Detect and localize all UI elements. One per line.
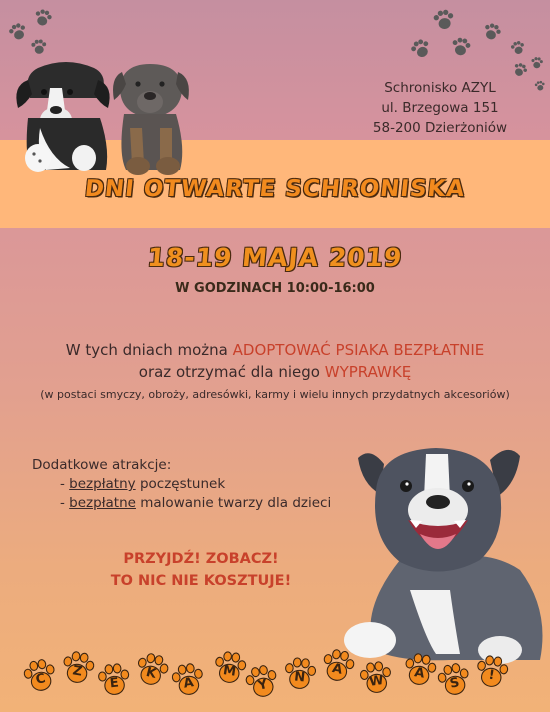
info-line-2-highlight: WYPRAWKĘ — [324, 363, 412, 381]
info-line-1-highlight: ADOPTOWAĆ PSIAKA BEZPŁATNIE — [232, 341, 485, 359]
paw-icon — [448, 34, 473, 59]
extras-item-text: malowanie twarzy dla dzieci — [135, 495, 332, 511]
extras-item-text: poczęstunek — [135, 476, 226, 492]
paw-icon — [5, 19, 31, 45]
call-to-action — [96, 548, 306, 592]
extras-item-free: bezpłatne — [69, 495, 136, 511]
cta-line-2: TO NIC NIE KOSZTUJE! — [110, 573, 292, 589]
page-title: DNI OTWARTE SCHRONISKA — [83, 176, 467, 202]
footer-paw-letter — [57, 647, 99, 689]
info-line-1-text: W tych dniach można — [65, 341, 233, 359]
cta-line-1: PRZYJDŹ! ZOBACZ! — [123, 551, 279, 567]
footer-paw-letter — [94, 660, 134, 700]
footer-letter: A — [413, 665, 426, 682]
footer-letter: N — [293, 669, 306, 686]
footer-letter: E — [109, 675, 120, 692]
footer-paw-letter — [280, 654, 320, 694]
footer-letter: M — [222, 663, 237, 680]
footer-letter: ! — [487, 667, 496, 684]
footer-paw-letter — [317, 645, 360, 688]
footer-letter: A — [330, 661, 344, 678]
footer-paw-letter — [167, 659, 209, 701]
footer-paw-letter — [472, 652, 513, 693]
address-street: ul. Brzegowa 151 — [381, 100, 499, 116]
address-city: 58-200 Dzierżoniów — [372, 120, 508, 136]
shelter-address — [340, 78, 540, 138]
extras-item-snack — [32, 475, 331, 494]
footer-letter: Y — [256, 676, 270, 694]
footer-paw-letter — [433, 659, 476, 702]
footer-letter: K — [144, 664, 158, 682]
extras-item-dash: - — [60, 495, 70, 511]
footer-paw-letter — [240, 660, 284, 704]
puppy-image — [340, 440, 548, 674]
paw-icon — [406, 34, 435, 63]
footer-paw-letter — [19, 655, 62, 698]
extras-item-dash: - — [60, 476, 70, 492]
info-line-1 — [0, 341, 550, 359]
footer-paw-letter — [356, 658, 397, 699]
event-hours: W GODZINACH 10:00-16:00 — [175, 281, 375, 296]
footer-letter: S — [448, 675, 461, 692]
footer-letter: C — [34, 671, 47, 688]
footer-letter: Z — [71, 663, 84, 680]
paw-icon — [529, 55, 544, 70]
extras-heading: Dodatkowe atrakcje: — [32, 457, 172, 473]
paw-icon — [479, 19, 505, 45]
puppies-image — [10, 58, 200, 190]
footer-paw-banner — [22, 648, 528, 704]
info-line-3: (w postaci smyczy, obroży, adresówki, karmy i wielu innych przydatnych akcesoriów) — [40, 388, 510, 401]
info-line-2 — [0, 363, 550, 381]
paw-icon — [430, 6, 458, 34]
event-date: 18-19 MAJA 2019 — [146, 243, 404, 272]
paw-icon — [508, 38, 528, 58]
extras-item-free: bezpłatny — [69, 476, 136, 492]
extra-attractions — [32, 456, 331, 513]
footer-letter: A — [182, 675, 195, 692]
info-line-2-text: oraz otrzymać dla niego — [138, 363, 325, 381]
address-name: Schronisko AZYL — [384, 80, 496, 96]
extras-item-facepaint — [32, 494, 331, 513]
footer-letter: W — [368, 673, 385, 690]
paw-icon — [31, 6, 55, 30]
paw-icon — [29, 37, 49, 57]
